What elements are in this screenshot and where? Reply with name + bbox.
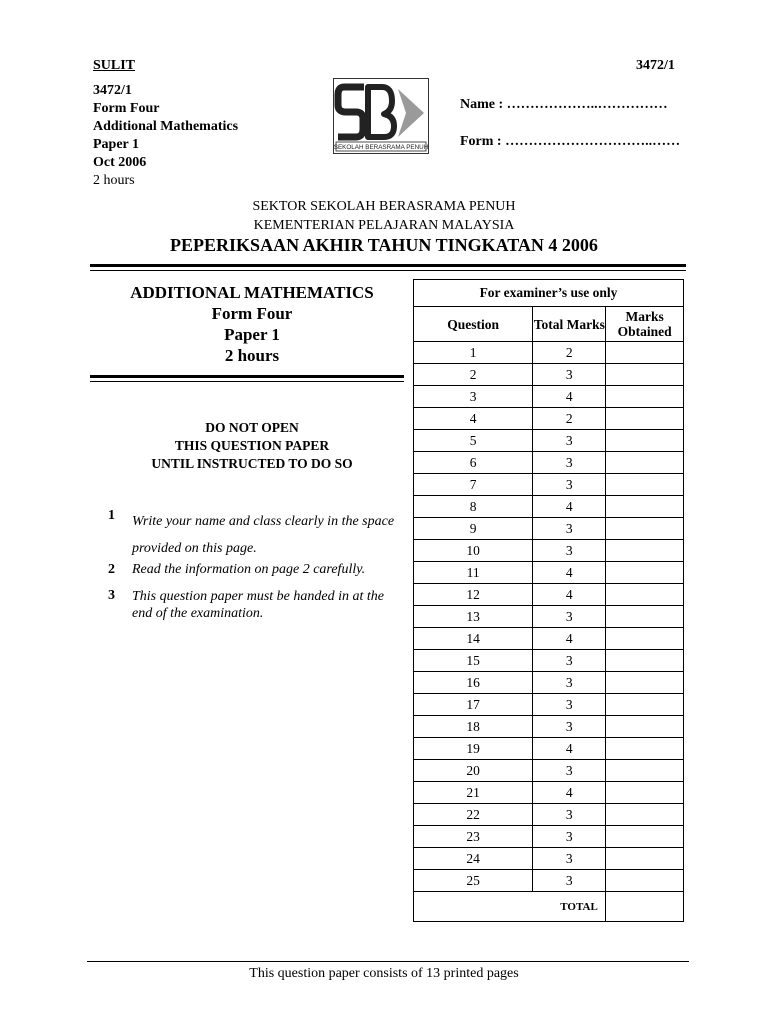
marks-obtained-cell[interactable] — [606, 342, 684, 364]
subject-paper: Paper 1 — [224, 325, 280, 344]
sulit-label: SULIT — [93, 58, 136, 73]
footer-divider — [87, 961, 689, 962]
question-number: 10 — [414, 540, 533, 562]
total-marks-value: 3 — [533, 540, 606, 562]
total-marks-value: 4 — [533, 386, 606, 408]
table-row — [414, 584, 684, 606]
marks-obtained-cell[interactable] — [606, 716, 684, 738]
marks-obtained-cell[interactable] — [606, 584, 684, 606]
total-marks-value: 3 — [533, 804, 606, 826]
instruction-number: 1 — [108, 508, 115, 523]
question-number: 22 — [414, 804, 533, 826]
table-row — [414, 848, 684, 870]
total-marks-value: 2 — [533, 408, 606, 430]
marks-obtained-cell[interactable] — [606, 672, 684, 694]
total-marks-value: 4 — [533, 562, 606, 584]
divider-thin — [90, 270, 686, 271]
question-number: 6 — [414, 452, 533, 474]
table-row — [414, 452, 684, 474]
question-number: 8 — [414, 496, 533, 518]
total-marks-value: 4 — [533, 496, 606, 518]
table-row — [414, 430, 684, 452]
question-number: 25 — [414, 870, 533, 892]
paper-code: 3472/1 — [636, 58, 675, 73]
question-number: 1 — [414, 342, 533, 364]
marks-obtained-cell[interactable] — [606, 496, 684, 518]
warning-line-2: THIS QUESTION PAPER — [174, 438, 330, 453]
org-line-2: KEMENTERIAN PELAJARAN MALAYSIA — [253, 218, 515, 233]
table-row — [414, 342, 684, 364]
marks-obtained-cell[interactable] — [606, 364, 684, 386]
question-number: 3 — [414, 386, 533, 408]
marks-obtained-cell[interactable] — [606, 738, 684, 760]
total-marks-value: 3 — [533, 848, 606, 870]
org-line-1: SEKTOR SEKOLAH BERASRAMA PENUH — [252, 199, 516, 214]
meta-date: Oct 2006 — [93, 155, 147, 170]
do-not-open-warning — [93, 419, 411, 473]
question-number: 23 — [414, 826, 533, 848]
question-number: 7 — [414, 474, 533, 496]
subject-title: ADDITIONAL MATHEMATICS — [130, 283, 374, 302]
question-number: 21 — [414, 782, 533, 804]
marks-obtained-cell[interactable] — [606, 386, 684, 408]
warning-line-3: UNTIL INSTRUCTED TO DO SO — [151, 456, 353, 471]
table-row — [414, 540, 684, 562]
question-number: 15 — [414, 650, 533, 672]
question-number: 11 — [414, 562, 533, 584]
subject-duration: 2 hours — [224, 346, 280, 365]
table-row — [414, 826, 684, 848]
marks-obtained-cell[interactable] — [606, 848, 684, 870]
table-row — [414, 518, 684, 540]
total-marks-value: 3 — [533, 650, 606, 672]
table-row — [414, 496, 684, 518]
col-marks-obtained: Marks Obtained — [606, 307, 684, 342]
examiner-table-title: For examiner’s use only — [414, 280, 684, 307]
question-number: 16 — [414, 672, 533, 694]
marks-obtained-cell[interactable] — [606, 540, 684, 562]
total-marks-value: 3 — [533, 826, 606, 848]
instruction-text: Read the information on page 2 carefully. — [132, 562, 366, 577]
subject-divider-thick — [90, 375, 404, 378]
total-marks-value: 3 — [533, 672, 606, 694]
table-row — [414, 386, 684, 408]
table-row — [414, 694, 684, 716]
total-spacer — [414, 892, 533, 922]
table-row — [414, 474, 684, 496]
question-number: 18 — [414, 716, 533, 738]
subject-form: Form Four — [211, 304, 293, 323]
question-number: 19 — [414, 738, 533, 760]
question-number: 5 — [414, 430, 533, 452]
marks-obtained-cell[interactable] — [606, 430, 684, 452]
total-marks-value: 3 — [533, 606, 606, 628]
divider-thick — [90, 264, 686, 267]
question-number: 24 — [414, 848, 533, 870]
meta-form: Form Four — [93, 101, 160, 116]
question-number: 4 — [414, 408, 533, 430]
total-marks-value: 3 — [533, 518, 606, 540]
table-row — [414, 760, 684, 782]
footer-text: This question paper consists of 13 printed pages — [249, 966, 519, 981]
sbp-logo — [333, 78, 429, 154]
instruction-text: This question paper must be handed in at the end of the examination. — [132, 589, 384, 621]
instruction-item — [108, 508, 400, 558]
question-number: 9 — [414, 518, 533, 540]
total-marks-value: 4 — [533, 584, 606, 606]
marks-obtained-cell[interactable] — [606, 518, 684, 540]
col-total-marks: Total Marks — [533, 307, 606, 342]
examiner-table — [413, 279, 684, 922]
marks-obtained-cell[interactable] — [606, 606, 684, 628]
total-marks-value: 3 — [533, 870, 606, 892]
total-marks-value: 3 — [533, 430, 606, 452]
marks-obtained-cell[interactable] — [606, 650, 684, 672]
marks-obtained-cell[interactable] — [606, 452, 684, 474]
meta-subject: Additional Mathematics — [93, 119, 239, 134]
table-row — [414, 738, 684, 760]
question-number: 17 — [414, 694, 533, 716]
instruction-text: Write your name and class clearly in the space provided on this page. — [132, 514, 395, 556]
instruction-number: 2 — [108, 562, 115, 577]
warning-line-1: DO NOT OPEN — [205, 420, 299, 435]
total-marks-value: 4 — [533, 628, 606, 650]
marks-obtained-cell[interactable] — [606, 694, 684, 716]
marks-obtained-cell[interactable] — [606, 804, 684, 826]
marks-obtained-cell[interactable] — [606, 870, 684, 892]
table-row — [414, 408, 684, 430]
meta-paper: Paper 1 — [93, 137, 140, 152]
table-row — [414, 716, 684, 738]
question-number: 13 — [414, 606, 533, 628]
table-row — [414, 650, 684, 672]
total-marks-value: 3 — [533, 694, 606, 716]
total-obtained-cell[interactable] — [606, 892, 684, 922]
instruction-number: 3 — [108, 588, 115, 603]
examiner-table-body — [414, 342, 684, 892]
table-row — [414, 804, 684, 826]
marks-obtained-cell[interactable] — [606, 826, 684, 848]
table-row — [414, 782, 684, 804]
total-marks-value: 3 — [533, 474, 606, 496]
meta-code: 3472/1 — [93, 83, 132, 98]
question-number: 2 — [414, 364, 533, 386]
total-marks-value: 3 — [533, 452, 606, 474]
marks-obtained-cell[interactable] — [606, 408, 684, 430]
total-marks-value: 3 — [533, 716, 606, 738]
col-question: Question — [414, 307, 533, 342]
total-marks-value: 4 — [533, 738, 606, 760]
instruction-item — [108, 562, 400, 582]
total-label: TOTAL — [533, 892, 606, 922]
logo-caption: SEKOLAH BERASRAMA PENUH — [334, 144, 428, 151]
question-number: 12 — [414, 584, 533, 606]
marks-obtained-cell[interactable] — [606, 474, 684, 496]
form-field[interactable]: Form : …………………………..…… — [460, 134, 681, 149]
paper-meta — [93, 82, 238, 190]
instruction-item — [108, 588, 400, 628]
subject-divider-thin — [90, 381, 404, 382]
marks-obtained-cell[interactable] — [606, 760, 684, 782]
table-row — [414, 364, 684, 386]
table-row — [414, 870, 684, 892]
question-number: 20 — [414, 760, 533, 782]
name-field[interactable]: Name : ………………..…………… — [460, 97, 668, 112]
total-marks-value: 2 — [533, 342, 606, 364]
meta-duration: 2 hours — [93, 173, 135, 188]
marks-obtained-cell[interactable] — [606, 782, 684, 804]
total-marks-value: 3 — [533, 364, 606, 386]
marks-obtained-cell[interactable] — [606, 628, 684, 650]
table-row — [414, 628, 684, 650]
marks-obtained-cell[interactable] — [606, 562, 684, 584]
table-row — [414, 672, 684, 694]
question-number: 14 — [414, 628, 533, 650]
table-row — [414, 562, 684, 584]
total-marks-value: 4 — [533, 782, 606, 804]
sbp-logo-icon — [334, 79, 428, 153]
exam-title: PEPERIKSAAN AKHIR TAHUN TINGKATAN 4 2006 — [170, 235, 598, 255]
total-marks-value: 3 — [533, 760, 606, 782]
subject-block — [93, 282, 411, 366]
table-row — [414, 606, 684, 628]
